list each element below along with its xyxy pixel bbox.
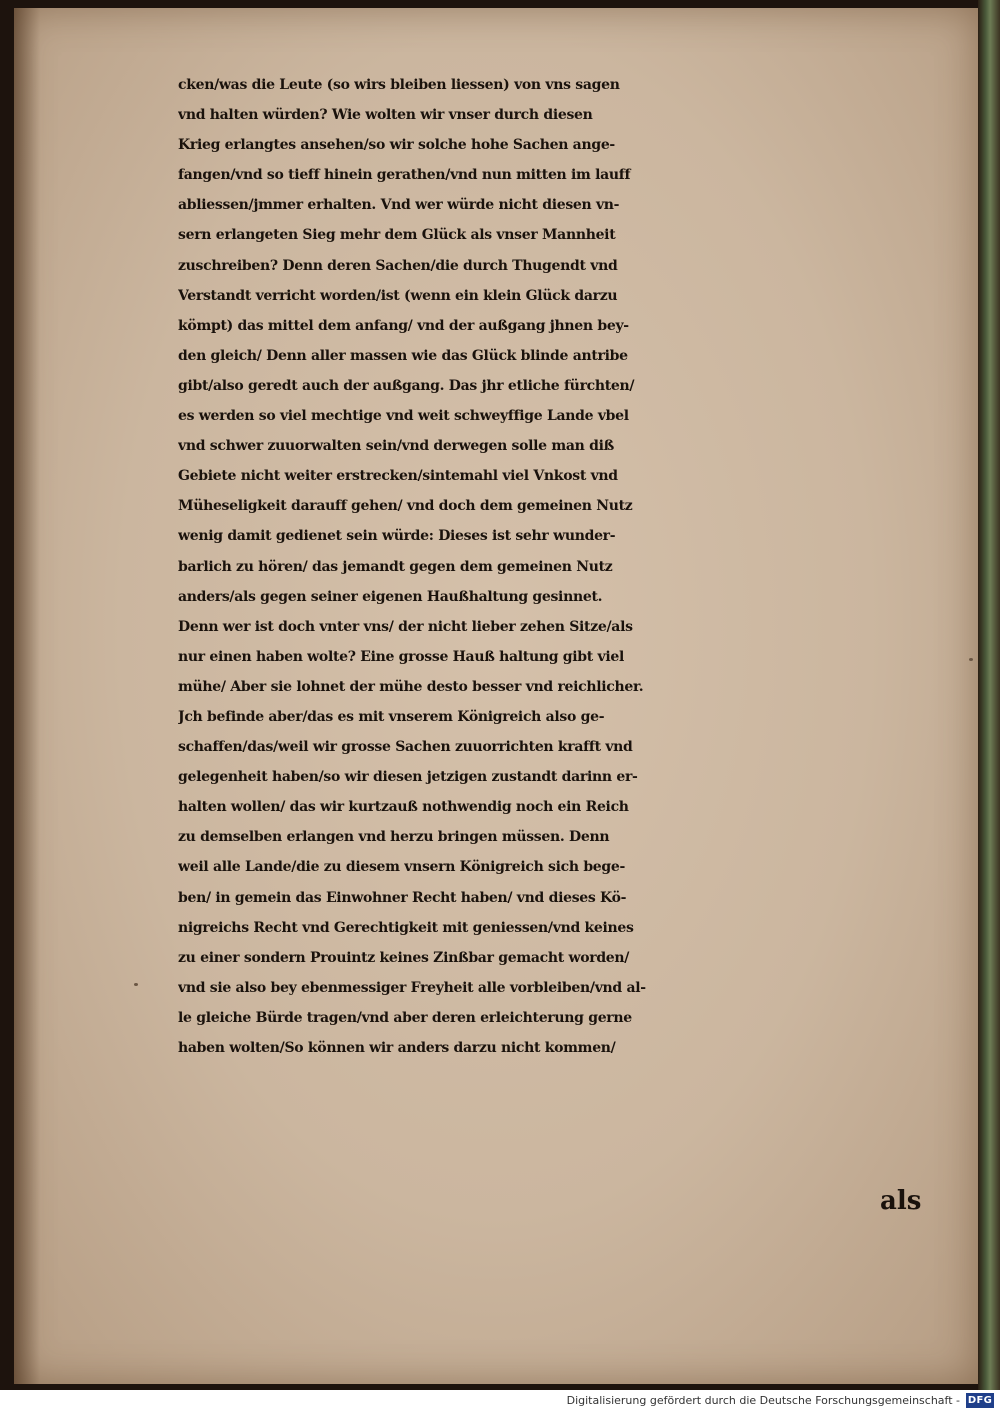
text-line: halten wollen/ das wir kurtzauß nothwendig noch ein Reich [178, 799, 629, 816]
text-line: vnd sie also bey ebenmessiger Freyheit alle vorbleiben/vnd al- [178, 979, 646, 996]
text-line: gelegenheit haben/so wir diesen jetzigen zustandt darinn er- [178, 769, 638, 786]
catchword: als [880, 1186, 922, 1216]
text-line: haben wolten/So können wir anders darzu nicht kommen/ [178, 1040, 616, 1056]
funding-credit: Digitalisierung gefördert durch die Deutsche Forschungsgemeinschaft - [566, 1394, 960, 1407]
text-line: fangen/vnd so tieff hinein gerathen/vnd nun mitten im lauff [178, 167, 631, 184]
text-line: mühe/ Aber sie lohnet der mühe desto besser vnd reichlicher. [178, 678, 644, 695]
text-line: vnd schwer zuuorwalten sein/vnd derwegen solle man diß [178, 438, 614, 455]
text-line: sern erlangeten Sieg mehr dem Glück als vnser Mannheit [178, 227, 616, 244]
text-line: Müheseligkeit darauff gehen/ vnd doch dem gemeinen Nutz [178, 498, 633, 515]
text-line: nigreichs Recht vnd Gerechtigkeit mit geniessen/vnd keines [178, 919, 634, 936]
paper-speck [134, 983, 138, 986]
text-line: abliessen/jmmer erhalten. Vnd wer würde nicht diesen vn- [178, 197, 620, 214]
dfg-logo: DFG [967, 1395, 993, 1406]
text-line: ben/ in gemein das Einwohner Recht haben/ vnd dieses Kö- [178, 889, 627, 906]
text-line: nur einen haben wolte? Eine grosse Hauß haltung gibt viel [178, 648, 624, 665]
text-line: cken/was die Leute (so wirs bleiben liessen) von vns sagen [178, 77, 620, 93]
text-line: Krieg erlangtes ansehen/so wir solche hohe Sachen ange- [178, 137, 615, 154]
body-text [178, 70, 938, 1063]
text-line: es werden so viel mechtige vnd weit schweyffige Lande vbel [178, 408, 629, 425]
gutter-shadow [14, 8, 40, 1384]
text-line: zu demselben erlangen vnd herzu bringen müssen. Denn [178, 829, 610, 846]
text-line: vnd halten würden? Wie wolten wir vnser durch diesen [178, 107, 593, 124]
text-line: gibt/also geredt auch der außgang. Das jhr etliche fürchten/ [178, 377, 635, 394]
text-line: schaffen/das/weil wir grosse Sachen zuuorrichten krafft vnd [178, 739, 633, 756]
text-line: weil alle Lande/die zu diesem vnsern Königreich sich bege- [178, 859, 626, 876]
text-line: anders/als gegen seiner eigenen Haußhaltung gesinnet. [178, 588, 603, 605]
text-line: Gebiete nicht weiter erstrecken/sintemahl viel Vnkost vnd [178, 468, 618, 485]
text-line: den gleich/ Denn aller massen wie das Glück blinde antribe [178, 347, 628, 364]
text-line: kömpt) das mittel dem anfang/ vnd der außgang jhnen bey- [178, 317, 629, 334]
text-line: Jch befinde aber/das es mit vnserem Königreich also ge- [178, 708, 605, 725]
book-cover-edge [978, 0, 1000, 1390]
paper-speck [969, 658, 973, 661]
text-line: barlich zu hören/ das jemandt gegen dem gemeinen Nutz [178, 558, 613, 575]
text-line: le gleiche Bürde tragen/vnd aber deren erleichterung gerne [178, 1009, 632, 1026]
text-line: Denn wer ist doch vnter vns/ der nicht lieber zehen Sitze/als [178, 618, 633, 635]
text-line: zuschreiben? Denn deren Sachen/die durch Thugendt vnd [178, 257, 618, 274]
footer-bar [0, 1390, 1000, 1414]
text-line: wenig damit gedienet sein würde: Dieses ist sehr wunder- [178, 528, 616, 545]
text-line: zu einer sondern Prouintz keines Zinßbar gemacht worden/ [178, 949, 630, 966]
text-line: Verstandt verricht worden/ist (wenn ein klein Glück darzu [178, 287, 618, 304]
